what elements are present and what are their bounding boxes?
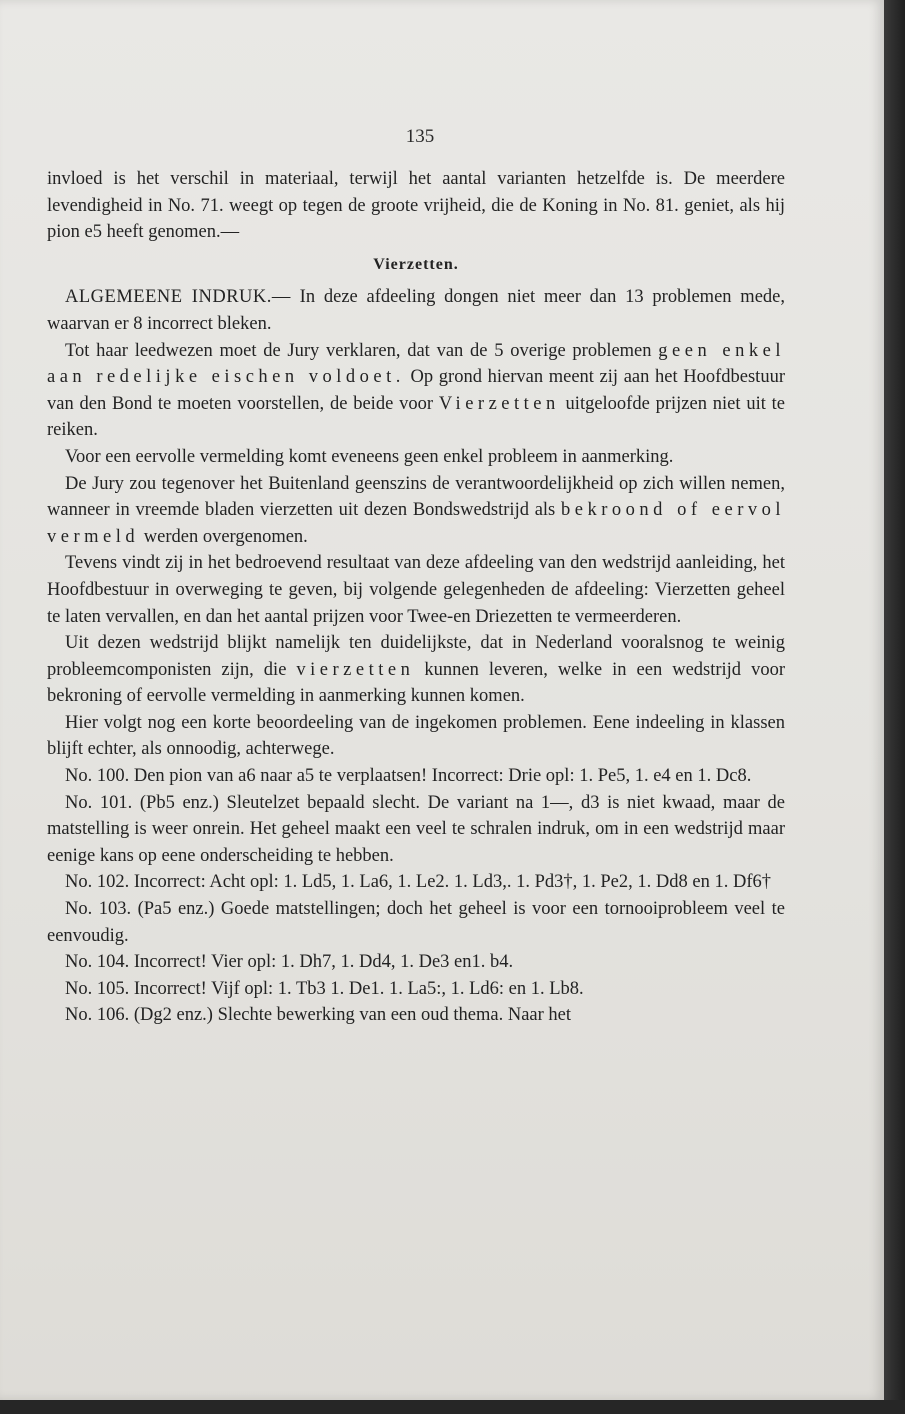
uit-dezen-text-1: Uit dezen wedstrijd blijkt namelijk ten duidelijkste, dat in Nederland vooralsnog te weinig probleemcomponisten zijn, die: [47, 633, 785, 680]
tot-haar-text-1: Tot haar leedwezen moet de Jury verklaren, dat van de 5 overige problemen: [65, 340, 659, 361]
uit-dezen-spaced: vierzetten: [296, 659, 415, 680]
paragraph-hier-volgt: Hier volgt nog een korte beoordeeling van de ingekomen problemen. Eene indeeling in klassen blijft echter, als onnoodig, achterwege.: [47, 712, 785, 760]
page-body: [47, 166, 785, 1029]
paragraph-invloed: invloed is het verschil in materiaal, terwijl het aantal varianten hetzelfde is. De meerdere levendigheid in No. 71. weegt op tegen de groote vrijheid, die de Koning in No. 81. geniet, als hij pion e5 heeft genomen.—: [47, 169, 785, 243]
entry-no-101: No. 101. (Pb5 enz.) Sleutelzet bepaald slecht. De variant na 1—, d3 is niet kwaad, maar de matstelling is weer onrein. Het geheel maakt een veel te schralen indruk, om in een wedstrijd maar eenige kans op eene onderscheiding te hebben.: [47, 792, 785, 866]
algemeene-indruk-label: ALGEMEENE INDRUK.—: [65, 287, 291, 308]
paragraph-voor-een: Voor een eervolle vermelding komt eveneens geen enkel probleem in aanmerking.: [65, 446, 674, 467]
tot-haar-text-3: uitgeloofde prijzen niet uit te reiken.: [47, 393, 785, 441]
entry-no-105: No. 105. Incorrect! Vijf opl: 1. Tb3 1. De1. 1. La5:, 1. Ld6: en 1. Lb8.: [65, 978, 584, 999]
paragraph-uit-dezen: [47, 630, 785, 710]
de-jury-text-2: werden overgenomen.: [139, 526, 308, 547]
de-jury-text-1: De Jury zou tegenover het Buitenland geenszins de verantwoordelijkheid op zich willen nemen, wanneer in vreemde bladen vierzetten uit dezen Bondswedstrijd als: [47, 473, 785, 521]
paragraph-algemeene-indruk: [47, 284, 785, 337]
entry-no-102: No. 102. Incorrect: Acht opl: 1. Ld5, 1. La6, 1. Le2. 1. Ld3,. 1. Pd3†, 1. Pe2, 1. Dd8 en 1. Df6†: [65, 872, 771, 893]
uit-dezen-text-2: kunnen leveren, welke in een wedstrijd voor bekroning of eervolle vermelding in aanmerking kunnen komen.: [47, 659, 785, 707]
section-heading: Vierzetten.: [373, 255, 459, 273]
paragraph-tot-haar: [47, 338, 785, 444]
entry-no-104: No. 104. Incorrect! Vier opl: 1. Dh7, 1. Dd4, 1. De3 en1. b4.: [65, 952, 514, 973]
scan-edge: [884, 0, 905, 1414]
entry-no-106: No. 106. (Dg2 enz.) Slechte bewerking van een oud thema. Naar het: [65, 1005, 572, 1026]
algemeene-indruk-text: In deze afdeeling dongen niet meer dan 13 problemen mede, waarvan er 8 incorrect bleken.: [47, 287, 785, 334]
de-jury-spaced: bekroond of eervol vermeld: [47, 500, 785, 547]
paragraph-de-jury: [47, 471, 785, 551]
tot-haar-text-2: Op grond hiervan meent zij aan het Hoofdbestuur van den Bond te moeten voorstellen, de beide voor: [47, 367, 785, 414]
scan-bottom-edge: [0, 1400, 905, 1414]
tot-haar-spaced-2: Vierzetten: [438, 393, 560, 414]
tot-haar-spaced-1: geen enkel aan redelijke eischen voldoet.: [47, 340, 785, 388]
entry-no-100: No. 100. Den pion van a6 naar a5 te verplaatsen! Incorrect: Drie opl: 1. Pe5, 1. e4 en 1. Dc8.: [65, 766, 752, 787]
entry-no-103: No. 103. (Pa5 enz.) Goede matstellingen; doch het geheel is voor een tornooiprobleem veel te eenvoudig.: [47, 899, 785, 946]
page-number: 135: [405, 126, 435, 147]
paragraph-tevens: Tevens vindt zij in het bedroevend resultaat van deze afdeeling van den wedstrijd aanleiding, het Hoofdbestuur in overweging te geven, bij volgende gelegenheden de afdeeling: Vierzetten geheel te laten vervallen, en dan het aantal prijzen voor Twee-en Driezetten te vermeerderen.: [47, 553, 785, 627]
